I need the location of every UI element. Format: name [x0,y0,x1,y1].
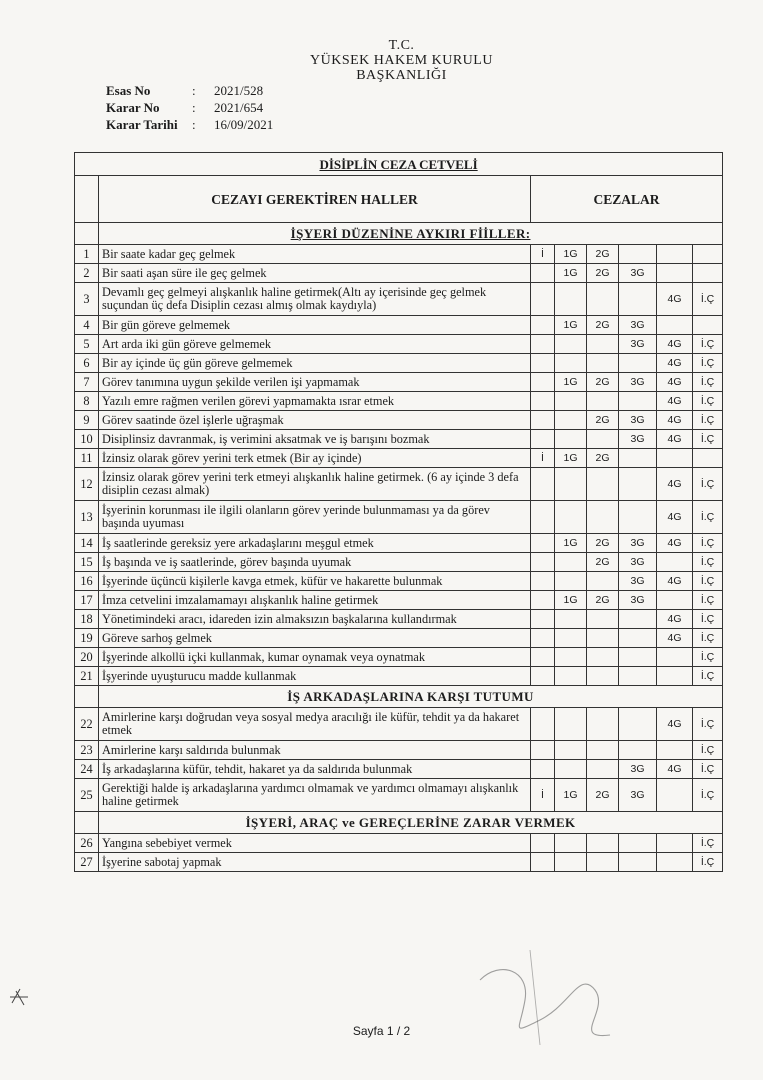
table-row [75,760,723,779]
penalty-cell: 4G [657,501,693,534]
penalty-cell: 4G [657,411,693,430]
penalty-cell [531,335,555,354]
meta-label: Esas No [106,83,151,98]
penalty-cell [555,648,587,667]
penalty-cell [693,316,723,335]
penalty-cell [587,853,619,872]
penalty-cell: 4G [657,335,693,354]
penalty-cell [587,667,619,686]
penalty-cell [619,629,657,648]
table-row [75,741,723,760]
offence-text: Gerektiği halde iş arkadaşlarına yardımcı olmamak ve yardımcı olmamayı alışkanlık haline getirmek [99,779,531,812]
penalty-cell [587,354,619,373]
penalty-cell [619,667,657,686]
penalty-cell [693,449,723,468]
offence-text: Yönetimindeki aracı, idareden izin almaksızın başkalarına kullandırmak [99,610,531,629]
penalty-cell [693,264,723,283]
penalty-cell: 2G [587,553,619,572]
table-row [75,392,723,411]
table-row [75,853,723,872]
offence-text: İş başında ve iş saatlerinde, görev başında uyumak [99,553,531,572]
penalty-cell [587,760,619,779]
penalty-cell [587,501,619,534]
penalty-cell [657,264,693,283]
penalty-cell [555,468,587,501]
penalty-cell [531,853,555,872]
row-number: 14 [75,534,99,553]
section-title-text: İŞYERİ, ARAÇ ve GEREÇLERİNE ZARAR VERMEK [245,815,576,830]
penalty-cell: İ.Ç [693,534,723,553]
penalty-cell: 3G [619,335,657,354]
offence-text: Yazılı emre rağmen verilen görevi yapmamakta ısrar etmek [99,392,531,411]
row-number: 8 [75,392,99,411]
penalty-cell: 4G [657,392,693,411]
penalty-cell [531,411,555,430]
penalty-cell: 4G [657,430,693,449]
penalty-cell: İ.Ç [693,283,723,316]
row-number: 7 [75,373,99,392]
penalty-cell [587,708,619,741]
penalty-cell: 3G [619,760,657,779]
penalty-cell [531,553,555,572]
penalty-cell [555,853,587,872]
section-spacer [75,812,99,834]
header-offences: CEZAYI GEREKTİREN HALLER [99,176,531,223]
penalty-cell [531,648,555,667]
offence-text: Devamlı geç gelmeyi alışkanlık haline getirmek(Altı ay içerisinde geç gelmek suçundan üç defa Disiplin cezası almış olmak kaydıyla) [99,283,531,316]
penalty-cell: 1G [555,534,587,553]
offence-text: Bir ay içinde üç gün göreve gelmemek [99,354,531,373]
penalty-cell [657,591,693,610]
penalty-cell: 4G [657,534,693,553]
penalty-cell [657,553,693,572]
table-row [75,264,723,283]
penalty-cell [657,316,693,335]
section-title [99,812,723,834]
penalty-cell [657,648,693,667]
table-row [75,335,723,354]
offence-text: Bir saate kadar geç gelmek [99,245,531,264]
table-row [75,629,723,648]
penalty-cell: 4G [657,468,693,501]
page-footer: Sayfa 1 / 2 [352,1024,411,1038]
penalty-cell: İ.Ç [693,853,723,872]
meta-value: 2021/528 [214,83,264,98]
penalty-cell [531,760,555,779]
penalty-cell: 2G [587,316,619,335]
row-number: 27 [75,853,99,872]
table-row [75,245,723,264]
section-title-text: İŞ ARKADAŞLARINA KARŞI TUTUMU [287,689,534,704]
penalty-cell: İ.Ç [693,760,723,779]
offence-text: Amirlerine karşı doğrudan veya sosyal medya aracılığı ile küfür, tehdit ya da hakaret etmek [99,708,531,741]
row-number: 12 [75,468,99,501]
penalty-cell [555,572,587,591]
penalty-cell [555,283,587,316]
penalty-cell [587,834,619,853]
penalty-cell [587,335,619,354]
header-institution: YÜKSEK HAKEM KURULU [310,53,493,68]
document-header [0,38,763,83]
penalty-cell: 3G [619,411,657,430]
table-row [75,430,723,449]
penalty-cell [531,283,555,316]
row-number: 22 [75,708,99,741]
penalty-cell [531,708,555,741]
table-row [75,648,723,667]
penalty-cell [587,629,619,648]
meta-label: Karar Tarihi [106,117,178,132]
penalty-cell [531,501,555,534]
offence-text: Görev tanımına uygun şekilde verilen işi yapmamak [99,373,531,392]
penalty-cell [587,392,619,411]
penalty-cell [531,667,555,686]
penalty-cell [531,354,555,373]
row-number: 24 [75,760,99,779]
row-number: 17 [75,591,99,610]
penalty-cell [555,610,587,629]
offence-text: Bir gün göreve gelmemek [99,316,531,335]
table-row [75,449,723,468]
row-number: 23 [75,741,99,760]
table-header-row [75,176,723,223]
header-presidency: BAŞKANLIĞI [356,68,447,83]
penalty-cell: 2G [587,245,619,264]
meta-row-karar [106,99,273,116]
header-tc: T.C. [388,38,415,53]
offence-text: İşyerinde üçüncü kişilerle kavga etmek, küfür ve hakarette bulunmak [99,572,531,591]
penalty-cell [555,392,587,411]
penalty-cell [555,354,587,373]
penalty-cell [619,449,657,468]
table-row [75,411,723,430]
penalty-cell: 4G [657,572,693,591]
penalty-cell: 3G [619,591,657,610]
penalty-cell [531,610,555,629]
penalty-cell [657,245,693,264]
offence-text: Görev saatinde özel işlerle uğraşmak [99,411,531,430]
penalty-cell: İ.Ç [693,741,723,760]
penalty-cell: 1G [555,373,587,392]
penalty-cell [587,741,619,760]
penalty-cell [531,430,555,449]
penalty-cell: 4G [657,708,693,741]
table-row [75,591,723,610]
penalty-cell [555,834,587,853]
section-title [99,223,723,245]
penalty-cell [619,283,657,316]
penalty-cell [555,741,587,760]
penalty-cell [619,501,657,534]
penalty-cell: 1G [555,779,587,812]
meta-sep: : [192,83,196,98]
offence-text: Göreve sarhoş gelmek [99,629,531,648]
penalty-cell: İ.Ç [693,335,723,354]
table-row [75,283,723,316]
penalty-cell [587,468,619,501]
offence-text: İşyerinde alkollü içki kullanmak, kumar oynamak veya oynatmak [99,648,531,667]
section-spacer [75,686,99,708]
penalty-cell [531,316,555,335]
penalty-cell [587,283,619,316]
row-number: 13 [75,501,99,534]
table-row [75,501,723,534]
row-number: 15 [75,553,99,572]
table-row [75,373,723,392]
penalty-cell [531,834,555,853]
penalty-cell [555,629,587,648]
offence-text: İzinsiz olarak görev yerini terk etmeyi alışkanlık haline getirmek. (6 ay içinde 3 defa disiplin cezası almak) [99,468,531,501]
row-number: 16 [75,572,99,591]
penalty-cell: İ.Ç [693,373,723,392]
penalty-cell: 4G [657,283,693,316]
offence-text: İşyerinde uyuşturucu madde kullanmak [99,667,531,686]
case-metadata [106,82,273,133]
penalty-table [74,152,723,872]
penalty-cell: İ.Ç [693,553,723,572]
table-row [75,779,723,812]
penalty-cell [555,708,587,741]
table-title [75,153,723,176]
offence-text: Yangına sebebiyet vermek [99,834,531,853]
table-row [75,468,723,501]
penalty-cell: 2G [587,591,619,610]
row-number: 11 [75,449,99,468]
penalty-cell [555,667,587,686]
table-row [75,667,723,686]
penalty-cell [619,354,657,373]
penalty-cell [657,834,693,853]
penalty-cell [657,853,693,872]
penalty-cell: 3G [619,572,657,591]
table-title-text: DİSİPLİN CEZA CETVELİ [319,156,478,172]
section-header-row [75,812,723,834]
penalty-cell [619,392,657,411]
meta-sep: : [192,100,196,115]
table-row [75,553,723,572]
section-header-row [75,686,723,708]
row-number: 18 [75,610,99,629]
penalty-cell [531,373,555,392]
penalty-cell: 4G [657,629,693,648]
penalty-cell [555,335,587,354]
penalty-cell: 2G [587,534,619,553]
penalty-cell [657,449,693,468]
penalty-cell: 1G [555,264,587,283]
penalty-cell: İ.Ç [693,708,723,741]
penalty-cell: İ [531,779,555,812]
penalty-cell: İ [531,245,555,264]
penalty-cell: İ.Ç [693,572,723,591]
penalty-cell [619,708,657,741]
penalty-cell [587,430,619,449]
penalty-cell: İ.Ç [693,591,723,610]
row-number: 25 [75,779,99,812]
penalty-cell: 1G [555,591,587,610]
penalty-cell [619,834,657,853]
penalty-cell: 2G [587,449,619,468]
penalty-cell [555,553,587,572]
meta-row-date [106,116,273,133]
penalty-cell: 4G [657,354,693,373]
offence-text: Bir saati aşan süre ile geç gelmek [99,264,531,283]
penalty-cell [619,853,657,872]
penalty-cell [619,610,657,629]
table-row [75,708,723,741]
penalty-cell: İ.Ç [693,610,723,629]
penalty-cell: 2G [587,411,619,430]
meta-label: Karar No [106,100,160,115]
penalty-cell: 3G [619,430,657,449]
table-title-row [75,153,723,176]
penalty-cell: 1G [555,245,587,264]
penalty-cell: İ.Ç [693,430,723,449]
section-title-text: İŞYERİ DÜZENİNE AYKIRI FİİLLER: [290,226,531,241]
penalty-cell: İ.Ç [693,354,723,373]
penalty-cell: 1G [555,316,587,335]
penalty-cell: 2G [587,373,619,392]
penalty-cell [555,501,587,534]
penalty-cell [619,648,657,667]
row-number: 10 [75,430,99,449]
penalty-cell: 4G [657,610,693,629]
penalty-cell [531,572,555,591]
penalty-cell [531,468,555,501]
penalty-cell [657,667,693,686]
penalty-cell: İ.Ç [693,779,723,812]
penalty-cell [657,779,693,812]
penalty-cell [619,468,657,501]
meta-sep: : [192,117,196,132]
offence-text: Disiplinsiz davranmak, iş verimini aksatmak ve iş barışını bozmak [99,430,531,449]
row-number: 19 [75,629,99,648]
table-row [75,610,723,629]
section-spacer [75,223,99,245]
penalty-cell: 4G [657,760,693,779]
penalty-cell: İ [531,449,555,468]
penalty-cell [555,430,587,449]
penalty-cell [531,392,555,411]
penalty-cell: İ.Ç [693,629,723,648]
penalty-cell [531,264,555,283]
penalty-cell: İ.Ç [693,667,723,686]
table-row [75,572,723,591]
penalty-cell: İ.Ç [693,648,723,667]
margin-mark [8,985,32,1009]
offence-text: İşyerinin korunması ile ilgili olanların görev yerinde bulunmaması ya da görev başında uyuması [99,501,531,534]
row-number: 20 [75,648,99,667]
table-row [75,316,723,335]
row-number: 21 [75,667,99,686]
penalty-cell [555,411,587,430]
penalty-cell: İ.Ç [693,501,723,534]
meta-value: 2021/654 [214,100,264,115]
penalty-cell: 3G [619,264,657,283]
section-header-row [75,223,723,245]
penalty-cell [587,572,619,591]
penalty-cell: 3G [619,316,657,335]
section-title [99,686,723,708]
penalty-cell: 2G [587,264,619,283]
penalty-cell [531,741,555,760]
penalty-cell: 3G [619,779,657,812]
penalty-cell [693,245,723,264]
penalty-cell: 2G [587,779,619,812]
penalty-cell: 4G [657,373,693,392]
row-number: 4 [75,316,99,335]
penalty-cell [657,741,693,760]
meta-value: 16/09/2021 [214,117,274,132]
offence-text: İş arkadaşlarına küfür, tehdit, hakaret ya da saldırıda bulunmak [99,760,531,779]
penalty-cell: İ.Ç [693,834,723,853]
penalty-cell: İ.Ç [693,392,723,411]
offence-text: İzinsiz olarak görev yerini terk etmek (Bir ay içinde) [99,449,531,468]
penalty-cell [531,629,555,648]
penalty-cell: 3G [619,553,657,572]
table-row [75,834,723,853]
table-row [75,354,723,373]
row-number: 1 [75,245,99,264]
row-number: 26 [75,834,99,853]
meta-row-esas [106,82,273,99]
penalty-cell: 3G [619,534,657,553]
penalty-cell [619,245,657,264]
offence-text: İşyerine sabotaj yapmak [99,853,531,872]
table-row [75,534,723,553]
row-number: 6 [75,354,99,373]
penalty-cell: İ.Ç [693,411,723,430]
row-number: 5 [75,335,99,354]
penalty-cell [531,534,555,553]
penalty-cell [587,610,619,629]
penalty-cell: 1G [555,449,587,468]
header-penalties: CEZALAR [531,176,723,223]
offence-text: Amirlerine karşı saldırıda bulunmak [99,741,531,760]
penalty-cell [531,591,555,610]
penalty-cell [555,760,587,779]
penalty-cell: 3G [619,373,657,392]
header-spacer [75,176,99,223]
row-number: 3 [75,283,99,316]
row-number: 9 [75,411,99,430]
penalty-cell [619,741,657,760]
row-number: 2 [75,264,99,283]
penalty-cell: İ.Ç [693,468,723,501]
offence-text: İmza cetvelini imzalamamayı alışkanlık haline getirmek [99,591,531,610]
offence-text: Art arda iki gün göreve gelmemek [99,335,531,354]
offence-text: İş saatlerinde gereksiz yere arkadaşlarını meşgul etmek [99,534,531,553]
penalty-cell [587,648,619,667]
